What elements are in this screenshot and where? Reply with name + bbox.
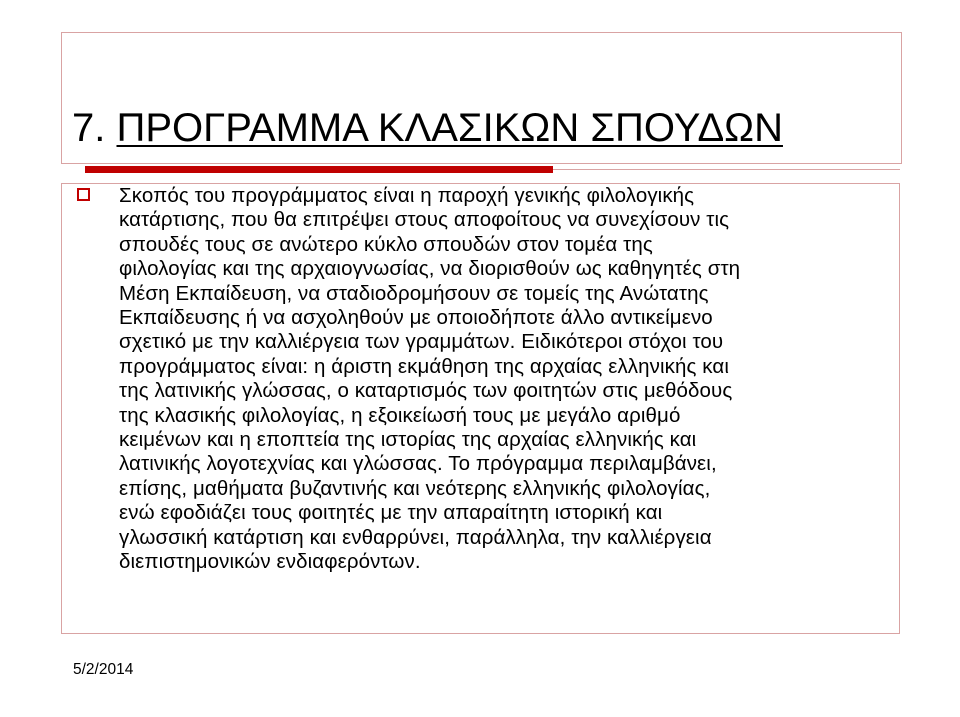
body-line: γλωσσική κατάρτιση και ενθαρρύνει, παράλληλα, την καλλιέργεια [119,525,712,549]
body-line: της κλασικής φιλολογίας, η εξοικείωσή τους με μεγάλο αριθμό [119,403,681,427]
title-accent-bar [85,166,553,173]
title-text: ΠΡΟΓΡΑΜΜΑ ΚΛΑΣΙΚΩΝ ΣΠΟΥΔΩΝ [116,106,783,150]
body-line: κατάρτισης, που θα επιτρέψει στους αποφοίτους να συνεχίσουν τις [119,208,730,232]
square-bullet-icon [77,188,90,201]
body-line: διεπιστημονικών ενδιαφερόντων. [119,550,421,574]
body-line: προγράμματος είναι: η άριστη εκμάθηση της αρχαίας ελληνικής και [119,354,729,378]
body-line: της λατινικής γλώσσας, ο καταρτισμός των φοιτητών στις μεθόδους [119,379,733,403]
footer-date: 5/2/2014 [73,661,134,678]
body-line: σπουδές τους σε ανώτερο κύκλο σπουδών στον τομέα της [119,232,653,256]
body-line: φιλολογίας και της αρχαιογνωσίας, να διορισθούν ως καθηγητές στη [119,257,741,281]
title-number: 7. [72,106,106,150]
body-line: Μέση Εκπαίδευση, να σταδιοδρομήσουν σε τομείς της Ανώτατης [119,281,709,305]
body-line: επίσης, μαθήματα βυζαντινής και νεότερης ελληνικής φιλολογίας, [119,476,711,500]
body-line: σχετικό με την καλλιέργεια των γραμμάτων. Ειδικότεροι στόχοι του [119,330,724,354]
body-line: λατινικής λογοτεχνίας και γλώσσας. Το πρόγραμμα περιλαμβάνει, [119,452,717,476]
body-line: Εκπαίδευσης ή να ασχοληθούν με οποιοδήποτε άλλο αντικείμενο [119,306,713,330]
body-line: κειμένων και η εποπτεία της ιστορίας της αρχαίας ελληνικής και [119,428,697,452]
body-line: Σκοπός του προγράμματος είναι η παροχή γενικής φιλολογικής [119,184,695,207]
body-line: ενώ εφοδιάζει τους φοιτητές με την απαραίτητη ιστορική και [119,501,663,525]
slide-title [72,102,783,154]
body-paragraph [119,184,740,575]
